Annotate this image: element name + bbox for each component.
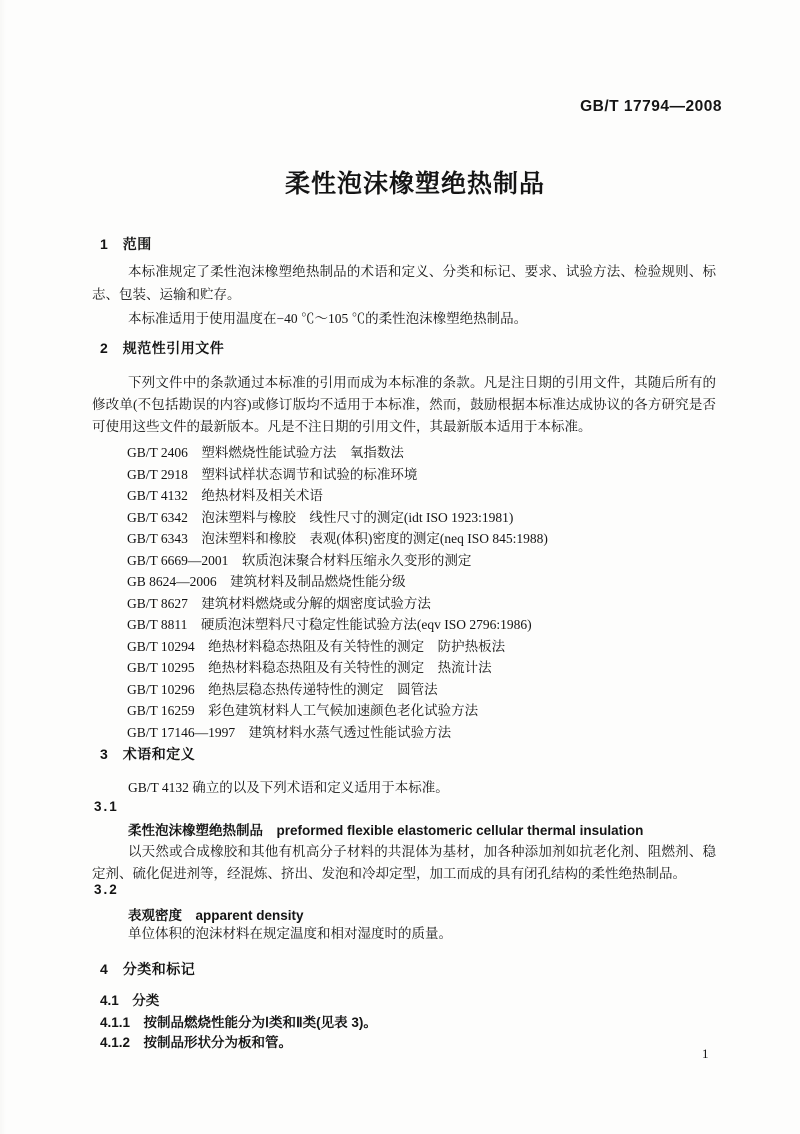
clause-4-1-1-combustion-classes: 4.1.1 按制品燃烧性能分为Ⅰ类和Ⅱ类(见表 3)。	[100, 1015, 377, 1030]
section-heading-classification-marking: 4 分类和标记	[100, 961, 196, 977]
clause-number-3-2: 3.2	[94, 882, 119, 897]
terms-intro: GB/T 4132 确立的以及下列术语和定义适用于本标准。	[128, 780, 449, 795]
reference-item: GB/T 10294 绝热材料稳态热阻及有关特性的测定 防护热板法	[127, 638, 506, 654]
page-title: 柔性泡沫橡塑绝热制品	[284, 170, 545, 198]
term-definition-apparent-density: 单位体积的泡沫材料在规定温度和相对湿度时的质量。	[128, 926, 452, 941]
clause-4-1-classification: 4.1 分类	[100, 993, 160, 1008]
section-heading-normative-references: 2 规范性引用文件	[100, 340, 225, 356]
section-heading-terms-definitions: 3 术语和定义	[100, 746, 196, 762]
section-heading-scope: 1 范围	[100, 236, 152, 252]
clause-number-3-1: 3.1	[94, 799, 119, 814]
page-number: 1	[702, 1046, 709, 1061]
reference-item: GB/T 17146—1997 建筑材料水蒸气透过性能试验方法	[127, 724, 452, 740]
term-definition-flexible-insulation: 以天然或合成橡胶和其他有机高分子材料的共混体为基材，加各种添加剂如抗老化剂、阻燃剂、稳定剂、硫化促进剂等，经混炼、挤出、发泡和冷却定型，加工而成的具有闭孔结构的柔性绝热制品。	[92, 844, 716, 881]
reference-item: GB/T 8627 建筑材料燃烧或分解的烟密度试验方法	[127, 595, 431, 611]
clause-4-1-2-shapes: 4.1.2 按制品形状分为板和管。	[100, 1035, 293, 1050]
standard-code: GB/T 17794—2008	[580, 98, 722, 115]
term-title-flexible-insulation: 柔性泡沫橡塑绝热制品 preformed flexible elastomeric cellular thermal insulation	[128, 823, 644, 838]
term-title-apparent-density: 表观密度 apparent density	[128, 908, 304, 923]
reference-item: GB/T 10295 绝热材料稳态热阻及有关特性的测定 热流计法	[127, 660, 492, 675]
reference-item: GB/T 6343 泡沫塑料和橡胶 表观(体积)密度的测定(neq ISO 845:1988)	[127, 531, 548, 546]
reference-item: GB/T 6342 泡沫塑料与橡胶 线性尺寸的测定(idt ISO 1923:1981)	[127, 509, 514, 525]
reference-item: GB/T 2406 塑料燃烧性能试验方法 氧指数法	[127, 445, 404, 460]
scope-applicability: 本标准适用于使用温度在−40 ℃～105 ℃的柔性泡沫橡塑绝热制品。	[128, 311, 528, 326]
reference-list	[127, 442, 548, 743]
reference-item: GB 8624—2006 建筑材料及制品燃烧性能分级	[127, 574, 406, 589]
normative-references-paragraph: 下列文件中的条款通过本标准的引用而成为本标准的条款。凡是注日期的引用文件，其随后所有的修改单(不包括勘误的内容)或修订版均不适用于本标准，然而，鼓励根据本标准达成协议的各方研究是否可使用这些文件的最新版本。凡是不注日期的引用文件，其最新版本适用于本标准。	[92, 375, 716, 434]
reference-item: GB/T 8811 硬质泡沫塑料尺寸稳定性能试验方法(eqv ISO 2796:1986)	[127, 617, 532, 632]
reference-item: GB/T 10296 绝热层稳态热传递特性的测定 圆管法	[127, 681, 438, 697]
reference-item: GB/T 6669—2001 软质泡沫聚合材料压缩永久变形的测定	[127, 552, 472, 568]
reference-item: GB/T 2918 塑料试样状态调节和试验的标准环境	[127, 466, 418, 482]
scope-paragraph: 本标准规定了柔性泡沫橡塑绝热制品的术语和定义、分类和标记、要求、试验方法、检验规则、标志、包装、运输和贮存。	[92, 264, 716, 302]
reference-item: GB/T 16259 彩色建筑材料人工气候加速颜色老化试验方法	[127, 703, 479, 718]
reference-item: GB/T 4132 绝热材料及相关术语	[127, 488, 323, 503]
